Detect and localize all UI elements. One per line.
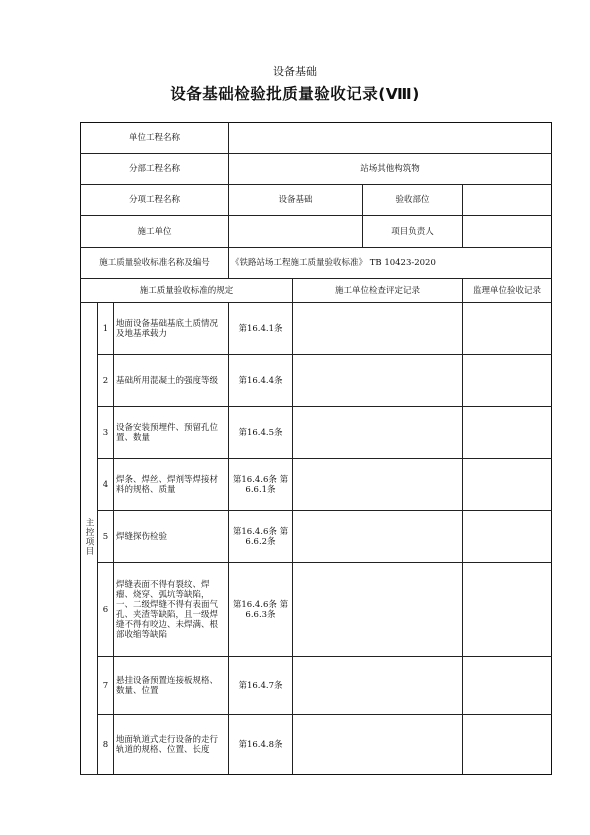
construction-unit-label: 施工单位 <box>81 216 229 248</box>
item-no: 3 <box>98 407 114 459</box>
item-project-value[interactable]: 设备基础 <box>229 185 363 216</box>
item-clause: 第16.4.7条 <box>229 657 293 715</box>
construction-unit-value[interactable] <box>229 216 363 248</box>
item-no: 5 <box>98 511 114 563</box>
item-description: 地面轨道式走行设备的走行轨道的规格、位置、长度 <box>114 715 229 775</box>
item-description: 焊条、焊丝、焊剂等焊接材料的规格、质量 <box>114 459 229 511</box>
item-supervision-record[interactable] <box>463 355 552 407</box>
item-check-record[interactable] <box>293 563 463 657</box>
acceptance-part-label: 验收部位 <box>363 185 463 216</box>
item-clause: 第16.4.1条 <box>229 303 293 355</box>
item-clause: 第16.4.6条 第6.6.1条 <box>229 459 293 511</box>
item-supervision-record[interactable] <box>463 407 552 459</box>
item-check-record[interactable] <box>293 407 463 459</box>
col-check-header: 施工单位检查评定记录 <box>293 279 463 303</box>
item-description: 悬挂设备预置连接板规格、数量、位置 <box>114 657 229 715</box>
item-no: 7 <box>98 657 114 715</box>
item-clause: 第16.4.8条 <box>229 715 293 775</box>
item-no: 8 <box>98 715 114 775</box>
item-project-label: 分项工程名称 <box>81 185 229 216</box>
item-check-record[interactable] <box>293 303 463 355</box>
sub-project-label: 分部工程名称 <box>81 154 229 185</box>
item-check-record[interactable] <box>293 459 463 511</box>
sub-project-value[interactable]: 站场其他构筑物 <box>229 154 552 185</box>
unit-project-label: 单位工程名称 <box>81 123 229 154</box>
form-title: 设备基础检验批质量验收记录(Ⅷ) <box>170 85 420 103</box>
unit-project-value[interactable] <box>229 123 552 154</box>
item-description: 地面设备基础基底土质情况及地基承载力 <box>114 303 229 355</box>
project-manager-value[interactable] <box>463 216 552 248</box>
item-supervision-record[interactable] <box>463 511 552 563</box>
form-subtitle: 设备基础 <box>273 65 317 78</box>
item-description: 焊缝探伤检验 <box>114 511 229 563</box>
item-supervision-record[interactable] <box>463 563 552 657</box>
item-no: 2 <box>98 355 114 407</box>
item-no: 6 <box>98 563 114 657</box>
col-supervision-header: 监理单位验收记录 <box>463 279 552 303</box>
item-check-record[interactable] <box>293 657 463 715</box>
standard-value[interactable]: 《铁路站场工程施工质量验收标准》 TB 10423-2020 <box>229 248 552 279</box>
item-clause: 第16.4.4条 <box>229 355 293 407</box>
item-no: 4 <box>98 459 114 511</box>
item-check-record[interactable] <box>293 715 463 775</box>
item-supervision-record[interactable] <box>463 459 552 511</box>
item-no: 1 <box>98 303 114 355</box>
item-clause: 第16.4.6条 第6.6.3条 <box>229 563 293 657</box>
item-description: 基础所用混凝土的强度等级 <box>114 355 229 407</box>
item-clause: 第16.4.6条 第6.6.2条 <box>229 511 293 563</box>
project-manager-label: 项目负责人 <box>363 216 463 248</box>
item-description: 焊缝表面不得有裂纹、焊瘤、烧穿、弧坑等缺陷，一、二级焊缝不得有表面气孔、夹渣等缺陷，且一级焊缝不得有咬边、未焊满、根部收缩等缺陷 <box>114 563 229 657</box>
inspection-record-table <box>80 122 552 775</box>
item-check-record[interactable] <box>293 355 463 407</box>
item-supervision-record[interactable] <box>463 303 552 355</box>
item-check-record[interactable] <box>293 511 463 563</box>
acceptance-part-value[interactable] <box>463 185 552 216</box>
main-control-group-label <box>81 303 98 775</box>
standard-label: 施工质量验收标准名称及编号 <box>81 248 229 279</box>
item-supervision-record[interactable] <box>463 657 552 715</box>
col-standard-header: 施工质量验收标准的规定 <box>81 279 293 303</box>
item-supervision-record[interactable] <box>463 715 552 775</box>
item-clause: 第16.4.5条 <box>229 407 293 459</box>
item-description: 设备安装预埋件、预留孔位置、数量 <box>114 407 229 459</box>
group-label-text: 主控项目 <box>84 518 94 556</box>
